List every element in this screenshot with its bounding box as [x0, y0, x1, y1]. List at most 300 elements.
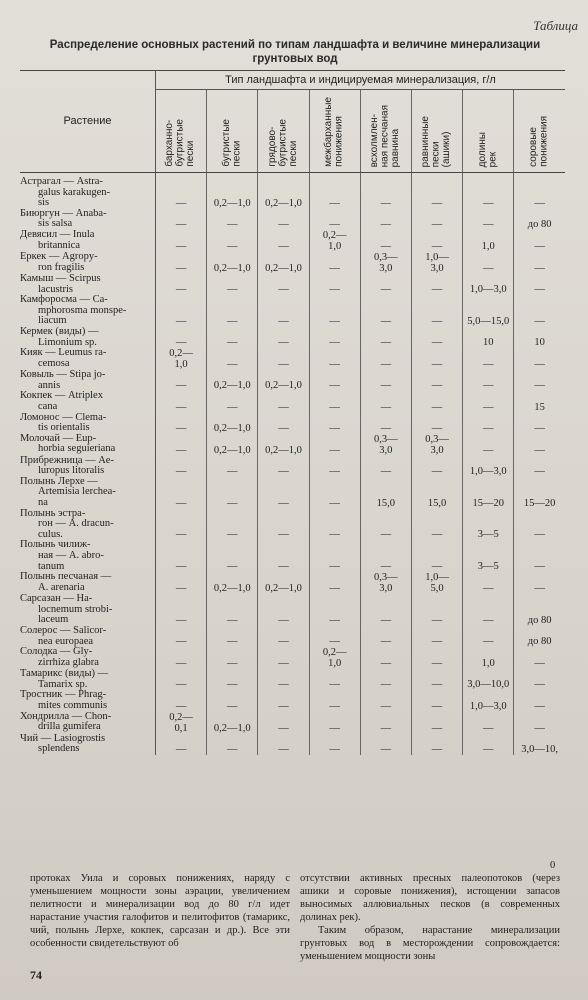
- value-cell: —: [514, 669, 565, 690]
- table-row: [20, 252, 565, 274]
- value-cell: —: [156, 626, 207, 647]
- plant-name-line: Полынь Лерхе —: [20, 475, 98, 487]
- value-cell: —: [156, 690, 207, 711]
- value-cell: —: [360, 669, 411, 690]
- plant-name-cell: [20, 230, 156, 252]
- value-cell: 0,2—1,0: [207, 252, 258, 274]
- plant-name-cell: [20, 274, 156, 295]
- value-cell: —: [309, 572, 360, 594]
- plant-name-line: Еркек — Agropy-: [20, 250, 98, 262]
- table-row: [20, 572, 565, 594]
- plant-name-line: Сарсазан — Ha-: [20, 593, 93, 605]
- value-cell: —: [258, 327, 309, 348]
- plant-name-line: Tamarix sp.: [38, 678, 88, 690]
- value-cell: —: [156, 413, 207, 434]
- plant-name-line: zirrhiza glabra: [38, 656, 99, 668]
- table-row: [20, 734, 565, 755]
- value-cell: —: [207, 734, 258, 755]
- value-cell: —: [258, 391, 309, 412]
- value-cell: —: [360, 230, 411, 252]
- value-cell: —: [360, 173, 411, 209]
- value-cell: 1,0: [463, 230, 514, 252]
- value-cell: 0,2—1,0: [258, 173, 309, 209]
- value-cell: —: [258, 540, 309, 572]
- value-cell: —: [514, 370, 565, 391]
- value-cell: —: [156, 594, 207, 626]
- plant-name-line: cana: [38, 400, 58, 412]
- plant-name-line: mphorosma monspe-: [38, 304, 127, 316]
- value-cell: —: [463, 370, 514, 391]
- value-cell: 0,2—1,0: [207, 413, 258, 434]
- value-cell: —: [309, 173, 360, 209]
- plant-name-cell: [20, 669, 156, 690]
- plant-name-line: ron fragilis: [38, 261, 85, 273]
- value-cell: —: [258, 477, 309, 509]
- value-cell: —: [463, 413, 514, 434]
- table-row: [20, 327, 565, 348]
- value-cell: —: [360, 509, 411, 541]
- value-cell: 0,2—1,0: [207, 370, 258, 391]
- value-cell: 3,0—10,: [514, 734, 565, 755]
- plant-name-line: Солодка — Gly-: [20, 646, 93, 658]
- value-cell: —: [258, 456, 309, 477]
- value-cell: —: [258, 690, 309, 711]
- value-cell: —: [360, 370, 411, 391]
- value-cell: —: [411, 456, 462, 477]
- value-cell: —: [207, 348, 258, 370]
- value-cell: 0,2—1,0: [207, 173, 258, 209]
- value-cell: —: [258, 230, 309, 252]
- value-cell: —: [207, 274, 258, 295]
- plant-name-cell: [20, 540, 156, 572]
- table-row: [20, 370, 565, 391]
- plant-column-header: Растение: [20, 71, 156, 173]
- value-cell: —: [156, 572, 207, 594]
- plant-name-line: sis salsa: [38, 218, 73, 230]
- plant-name-cell: [20, 509, 156, 541]
- plant-name-line: Девясил — Inula: [20, 228, 95, 240]
- plant-name-line: liacum: [38, 315, 67, 327]
- value-cell: —: [309, 274, 360, 295]
- value-cell: —: [156, 456, 207, 477]
- body-text-right-1: отсутствии активных пресных палеопотоков (через ашики и соровые понижения), истощении запасов выносимых аллювиальных песков (в современных долинах рек).: [300, 873, 560, 923]
- table-row: [20, 712, 565, 734]
- plant-name-cell: [20, 295, 156, 327]
- value-cell: —: [411, 209, 462, 230]
- value-cell: —: [411, 370, 462, 391]
- value-cell: 0,2— 0,1: [156, 712, 207, 734]
- value-cell: —: [309, 327, 360, 348]
- value-cell: —: [463, 252, 514, 274]
- value-cell: —: [156, 230, 207, 252]
- plants-table: [20, 70, 565, 755]
- plant-name-line: Камыш — Scirpus: [20, 272, 101, 284]
- value-cell: —: [360, 594, 411, 626]
- plant-name-line: Чий — Lasiogrostis: [20, 732, 106, 744]
- value-cell: —: [360, 690, 411, 711]
- value-cell: —: [411, 413, 462, 434]
- value-cell: —: [309, 295, 360, 327]
- column-header-8: [514, 90, 565, 173]
- value-cell: —: [360, 327, 411, 348]
- value-cell: —: [360, 274, 411, 295]
- value-cell: —: [514, 348, 565, 370]
- value-cell: —: [309, 370, 360, 391]
- value-cell: —: [514, 572, 565, 594]
- value-cell: —: [258, 348, 309, 370]
- value-cell: —: [207, 477, 258, 509]
- value-cell: —: [411, 391, 462, 412]
- value-cell: —: [309, 391, 360, 412]
- plant-name-line: drilla gumifera: [38, 721, 101, 733]
- value-cell: —: [411, 274, 462, 295]
- value-cell: —: [411, 626, 462, 647]
- value-cell: —: [156, 540, 207, 572]
- value-cell: —: [309, 456, 360, 477]
- plant-name-line: cemosa: [38, 357, 70, 369]
- value-cell: —: [360, 712, 411, 734]
- plant-name-line: ная — A. abro-: [38, 550, 104, 562]
- value-cell: —: [309, 477, 360, 509]
- value-cell: —: [156, 327, 207, 348]
- plant-name-cell: [20, 594, 156, 626]
- value-cell: —: [258, 594, 309, 626]
- landscape-group-header: Тип ландшафта и индицируемая минерализация, г/л: [156, 71, 566, 90]
- plant-name-cell: [20, 647, 156, 669]
- plant-name-line: Камфоросма — Ca-: [20, 294, 108, 306]
- value-cell: 0,2—1,0: [207, 572, 258, 594]
- value-cell: 0,2—1,0: [258, 252, 309, 274]
- value-cell: —: [309, 209, 360, 230]
- plant-name-line: splendens: [38, 743, 80, 755]
- value-cell: —: [258, 669, 309, 690]
- value-cell: —: [463, 173, 514, 209]
- value-cell: —: [309, 594, 360, 626]
- value-cell: —: [207, 209, 258, 230]
- plant-name-cell: [20, 391, 156, 412]
- value-cell: 15—20: [463, 477, 514, 509]
- table-row: [20, 173, 565, 209]
- plant-name-line: Ломонос — Clema-: [20, 411, 107, 423]
- table-row: [20, 391, 565, 412]
- plant-name-line: Молочай — Eup-: [20, 432, 97, 444]
- value-cell: —: [360, 413, 411, 434]
- value-cell: —: [514, 274, 565, 295]
- plant-name-line: lacustris: [38, 283, 73, 295]
- column-header-6: [411, 90, 462, 173]
- value-cell: —: [411, 712, 462, 734]
- value-cell: —: [360, 540, 411, 572]
- plant-name-line: culus.: [38, 528, 63, 540]
- value-cell: —: [156, 274, 207, 295]
- plant-name-cell: [20, 434, 156, 456]
- column-header-7: [463, 90, 514, 173]
- value-cell: —: [156, 295, 207, 327]
- value-cell: —: [514, 252, 565, 274]
- plant-name-cell: [20, 209, 156, 230]
- value-cell: —: [514, 509, 565, 541]
- value-cell: —: [411, 669, 462, 690]
- value-cell: 0,3— 3,0: [360, 252, 411, 274]
- value-cell: 0,2—1,0: [258, 572, 309, 594]
- value-cell: —: [207, 626, 258, 647]
- value-cell: —: [258, 509, 309, 541]
- table-row: [20, 413, 565, 434]
- value-cell: —: [463, 434, 514, 456]
- value-cell: 1,0—3,0: [463, 690, 514, 711]
- plant-name-cell: [20, 413, 156, 434]
- value-cell: —: [514, 540, 565, 572]
- value-cell: —: [309, 509, 360, 541]
- value-cell: 3—5: [463, 540, 514, 572]
- plant-name-line: horbia seguieriana: [38, 443, 116, 455]
- plant-name-line: galus karakugen-: [38, 186, 111, 198]
- column-header-4: [309, 90, 360, 173]
- value-cell: 0,3— 3,0: [360, 572, 411, 594]
- value-cell: —: [411, 348, 462, 370]
- value-cell: до 80: [514, 209, 565, 230]
- value-cell: —: [360, 348, 411, 370]
- value-cell: —: [309, 690, 360, 711]
- value-cell: 0,2—1,0: [258, 370, 309, 391]
- value-cell: —: [207, 230, 258, 252]
- value-cell: —: [207, 327, 258, 348]
- value-cell: 1,0—3,0: [463, 274, 514, 295]
- plant-name-line: Limonium sp.: [38, 336, 97, 348]
- plant-name-cell: [20, 690, 156, 711]
- body-text-right-2: Таким образом, нарастание минерализации грунтовых вод в месторождении сопровождается: уменьшением мощности зоны: [300, 925, 560, 962]
- value-cell: —: [309, 540, 360, 572]
- plant-name-line: annis: [38, 379, 61, 391]
- table-row: [20, 230, 565, 252]
- plant-name-line: nea europaea: [38, 635, 94, 647]
- value-cell: —: [207, 594, 258, 626]
- plant-name-cell: [20, 477, 156, 509]
- plant-name-cell: [20, 173, 156, 209]
- plant-name-cell: [20, 327, 156, 348]
- plant-name-line: luropus litoralis: [38, 465, 105, 477]
- plant-name-line: Полынь эстра-: [20, 507, 86, 519]
- value-cell: —: [207, 647, 258, 669]
- value-cell: —: [360, 456, 411, 477]
- value-cell: —: [258, 712, 309, 734]
- value-cell: —: [258, 274, 309, 295]
- column-header-label: соровые понижения: [528, 116, 550, 167]
- plant-name-line: Кермек (виды) —: [20, 325, 99, 337]
- table-row: [20, 626, 565, 647]
- value-cell: —: [309, 712, 360, 734]
- value-cell: —: [258, 647, 309, 669]
- table-row: [20, 295, 565, 327]
- value-cell: —: [156, 477, 207, 509]
- value-cell: —: [411, 690, 462, 711]
- table-row: [20, 456, 565, 477]
- value-cell: —: [207, 295, 258, 327]
- value-cell: —: [411, 734, 462, 755]
- table-label: Таблица: [533, 18, 578, 33]
- value-cell: —: [463, 594, 514, 626]
- column-header-label: межбарханные понижения: [323, 97, 345, 167]
- plant-name-line: na: [38, 497, 48, 509]
- column-header-label: равнинные пески (ашики): [420, 115, 453, 167]
- value-cell: —: [258, 734, 309, 755]
- plant-name-cell: [20, 252, 156, 274]
- plant-name-line: locnemum strobi-: [38, 603, 113, 615]
- value-cell: до 80: [514, 626, 565, 647]
- value-cell: 0,2—1,0: [207, 434, 258, 456]
- table-row: [20, 274, 565, 295]
- value-cell: —: [463, 734, 514, 755]
- value-cell: —: [514, 173, 565, 209]
- plant-name-line: A. arenaria: [38, 581, 85, 593]
- value-cell: —: [156, 434, 207, 456]
- value-cell: —: [360, 295, 411, 327]
- plant-name-line: Тамарикс (виды) —: [20, 668, 109, 680]
- table-row: [20, 647, 565, 669]
- value-cell: —: [207, 669, 258, 690]
- plant-name-cell: [20, 712, 156, 734]
- value-cell: —: [514, 295, 565, 327]
- value-cell: 0,3— 3,0: [411, 434, 462, 456]
- value-cell: —: [156, 173, 207, 209]
- value-cell: —: [258, 413, 309, 434]
- table-row: [20, 690, 565, 711]
- table-row: [20, 509, 565, 541]
- plant-name-line: Солерос — Salicor-: [20, 625, 107, 636]
- table-row: [20, 477, 565, 509]
- value-cell: —: [156, 209, 207, 230]
- column-header-label: барханно- бугристые пески: [164, 119, 197, 167]
- value-cell: —: [360, 734, 411, 755]
- plant-name-cell: [20, 370, 156, 391]
- value-cell: до 80: [514, 594, 565, 626]
- value-cell: —: [309, 252, 360, 274]
- value-cell: —: [463, 572, 514, 594]
- plant-name-line: britannica: [38, 239, 80, 251]
- value-cell: —: [463, 209, 514, 230]
- value-cell: —: [514, 413, 565, 434]
- table-row: [20, 540, 565, 572]
- column-header-2: [207, 90, 258, 173]
- value-cell: —: [309, 669, 360, 690]
- value-cell: —: [309, 626, 360, 647]
- value-cell: —: [514, 712, 565, 734]
- page-number: 74: [30, 968, 42, 982]
- plant-name-line: Астрагал — Astra-: [20, 176, 103, 187]
- value-cell: 1,0— 5,0: [411, 572, 462, 594]
- value-cell: —: [207, 509, 258, 541]
- overflow-digit: 0: [550, 860, 556, 871]
- value-cell: —: [258, 295, 309, 327]
- value-cell: —: [360, 391, 411, 412]
- value-cell: —: [411, 327, 462, 348]
- value-cell: —: [309, 413, 360, 434]
- value-cell: —: [463, 626, 514, 647]
- value-cell: —: [258, 209, 309, 230]
- value-cell: —: [411, 647, 462, 669]
- value-cell: —: [258, 626, 309, 647]
- plant-name-line: Тростник — Phrag-: [20, 689, 107, 701]
- column-header-label: долины рек: [476, 131, 499, 167]
- value-cell: —: [207, 690, 258, 711]
- value-cell: —: [411, 230, 462, 252]
- value-cell: —: [411, 540, 462, 572]
- plant-name-cell: [20, 348, 156, 370]
- table-row: [20, 209, 565, 230]
- plant-name-line: mites communis: [38, 699, 108, 711]
- column-header-label: всхолмлен- ная песчаная равнина: [369, 104, 402, 167]
- value-cell: —: [360, 626, 411, 647]
- value-cell: —: [411, 173, 462, 209]
- value-cell: 0,2— 1,0: [309, 647, 360, 669]
- value-cell: —: [156, 509, 207, 541]
- value-cell: —: [207, 540, 258, 572]
- value-cell: —: [309, 434, 360, 456]
- plant-name-line: Полынь песчаная —: [20, 571, 112, 583]
- plant-name-line: sis: [38, 197, 50, 209]
- value-cell: —: [514, 456, 565, 477]
- plant-name-line: tis orientalis: [38, 422, 90, 434]
- value-cell: 3,0—10,0: [463, 669, 514, 690]
- plant-name-line: гон — A. dracun-: [38, 518, 114, 530]
- value-cell: 1,0: [463, 647, 514, 669]
- value-cell: 0,2—1,0: [207, 712, 258, 734]
- value-cell: —: [360, 647, 411, 669]
- value-cell: —: [309, 734, 360, 755]
- plant-name-line: Кияк — Leumus ra-: [20, 347, 107, 359]
- value-cell: —: [156, 252, 207, 274]
- value-cell: —: [463, 391, 514, 412]
- plant-name-line: Биюргун — Anaba-: [20, 207, 107, 219]
- value-cell: —: [156, 370, 207, 391]
- value-cell: 10: [463, 327, 514, 348]
- value-cell: —: [360, 209, 411, 230]
- value-cell: 15,0: [360, 477, 411, 509]
- value-cell: 0,2— 1,0: [156, 348, 207, 370]
- value-cell: 0,2—1,0: [258, 434, 309, 456]
- value-cell: —: [514, 647, 565, 669]
- value-cell: —: [463, 348, 514, 370]
- value-cell: —: [207, 391, 258, 412]
- value-cell: —: [156, 647, 207, 669]
- value-cell: —: [411, 594, 462, 626]
- value-cell: 3—5: [463, 509, 514, 541]
- value-cell: 15,0: [411, 477, 462, 509]
- value-cell: 5,0—15,0: [463, 295, 514, 327]
- value-cell: —: [207, 456, 258, 477]
- value-cell: —: [156, 734, 207, 755]
- plant-name-line: Хондрилла — Chon-: [20, 710, 112, 722]
- plant-name-line: tanum: [38, 560, 65, 572]
- plant-name-cell: [20, 734, 156, 755]
- plant-name-line: Ковыль — Stipa jo-: [20, 369, 106, 381]
- plant-name-cell: [20, 626, 156, 647]
- column-header-5: [360, 90, 411, 173]
- value-cell: 1,0—3,0: [463, 456, 514, 477]
- value-cell: —: [514, 434, 565, 456]
- value-cell: —: [411, 295, 462, 327]
- plant-name-cell: [20, 456, 156, 477]
- value-cell: —: [514, 230, 565, 252]
- value-cell: —: [156, 391, 207, 412]
- value-cell: 0,2— 1,0: [309, 230, 360, 252]
- plant-name-cell: [20, 572, 156, 594]
- plant-name-line: Прибрежница — Ae-: [20, 454, 114, 466]
- column-header-3: [258, 90, 309, 173]
- table-row: [20, 594, 565, 626]
- value-cell: 15: [514, 391, 565, 412]
- table-row: [20, 434, 565, 456]
